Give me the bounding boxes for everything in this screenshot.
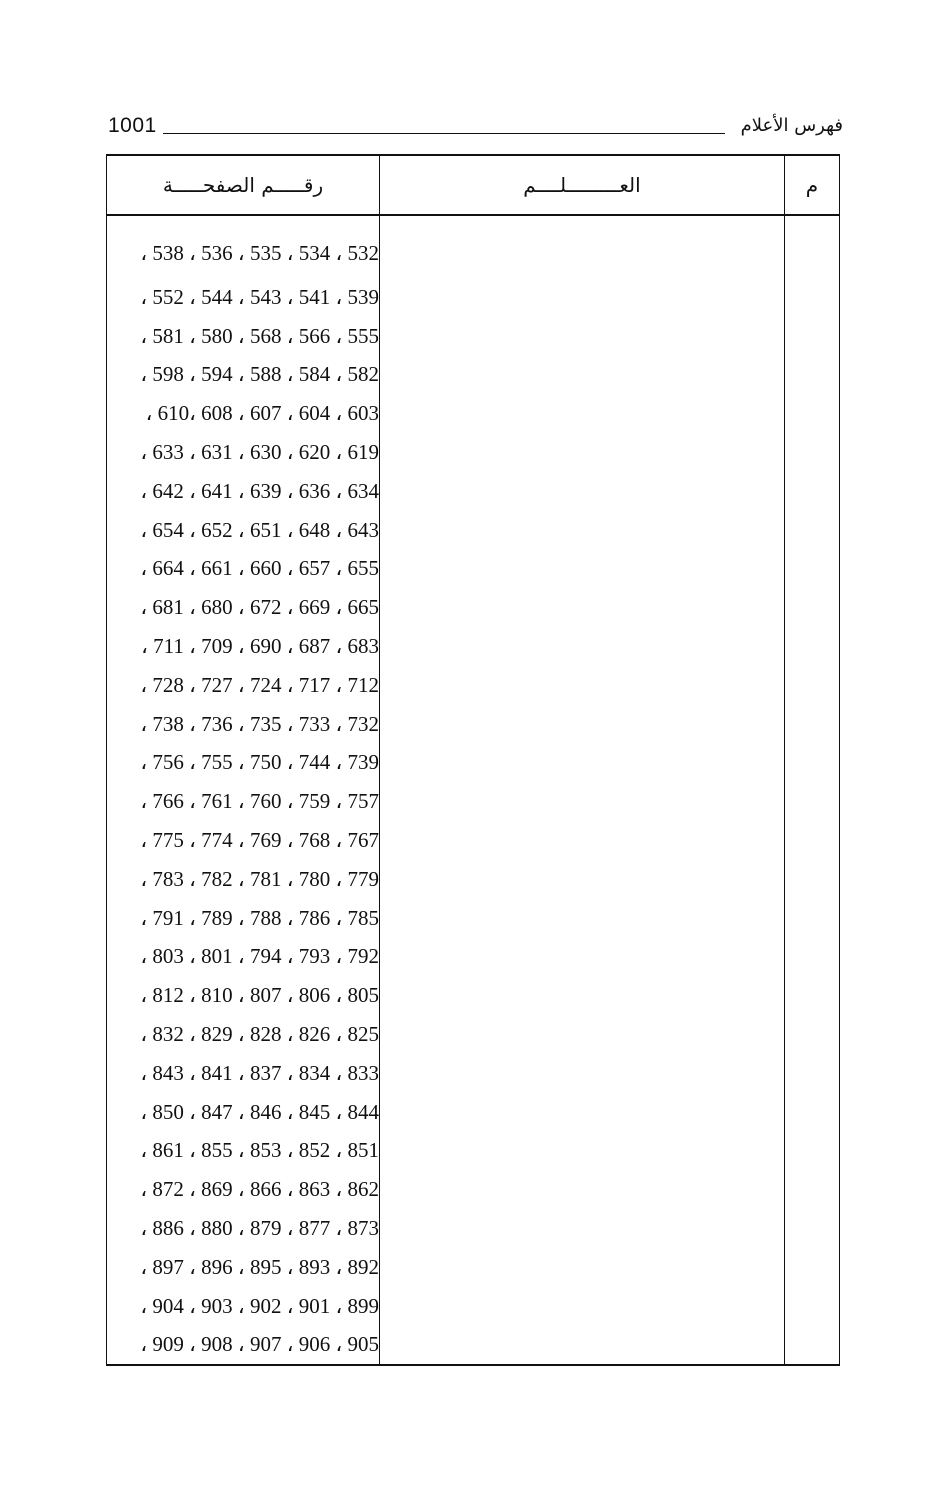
index-cell [785, 1326, 840, 1366]
page-numbers-cell: 779 ، 780 ، 781 ، 782 ، 783 ، [107, 860, 380, 899]
name-cell [380, 1093, 785, 1132]
table-row [107, 1248, 840, 1287]
table-row [107, 1326, 840, 1366]
page-numbers-cell: 539 ، 541 ، 543 ، 544 ، 552 ، [107, 278, 380, 317]
table-row [107, 938, 840, 977]
page-numbers-cell: 582 ، 584 ، 588 ، 594 ، 598 ، [107, 356, 380, 395]
table-row [107, 317, 840, 356]
table-row [107, 744, 840, 783]
page-numbers-cell: 825 ، 826 ، 828 ، 829 ، 832 ، [107, 1015, 380, 1054]
index-cell [785, 1015, 840, 1054]
name-cell [380, 627, 785, 666]
index-cell [785, 744, 840, 783]
index-cell [785, 1132, 840, 1171]
table-row [107, 215, 840, 278]
name-cell [380, 1248, 785, 1287]
table-row [107, 356, 840, 395]
index-cell [785, 511, 840, 550]
table-body [107, 215, 840, 1365]
table-row [107, 976, 840, 1015]
table-row [107, 433, 840, 472]
page-numbers-cell: 665 ، 669 ، 672 ، 680 ، 681 ، [107, 588, 380, 627]
index-cell [785, 1093, 840, 1132]
table-row [107, 550, 840, 589]
name-cell [380, 1326, 785, 1366]
name-cell [380, 1054, 785, 1093]
header-rule [163, 133, 725, 134]
page-numbers-cell: 683 ، 687 ، 690 ، 709 ، 711 ، [107, 627, 380, 666]
table-row [107, 782, 840, 821]
name-cell [380, 472, 785, 511]
table-row [107, 511, 840, 550]
page-numbers-cell: 732 ، 733 ، 735 ، 736 ، 738 ، [107, 705, 380, 744]
table-row [107, 1209, 840, 1248]
name-cell [380, 1132, 785, 1171]
table-row [107, 278, 840, 317]
table-row [107, 472, 840, 511]
table-row [107, 821, 840, 860]
page-numbers-cell: 892 ، 893 ، 895 ، 896 ، 897 ، [107, 1248, 380, 1287]
page-numbers-cell: 899 ، 901 ، 902 ، 903 ، 904 ، [107, 1287, 380, 1326]
index-cell [785, 317, 840, 356]
page-numbers-cell: 712 ، 717 ، 724 ، 727 ، 728 ، [107, 666, 380, 705]
name-cell [380, 938, 785, 977]
table-row [107, 1287, 840, 1326]
index-cell [785, 666, 840, 705]
index-cell [785, 1170, 840, 1209]
name-cell [380, 1287, 785, 1326]
index-cell [785, 627, 840, 666]
table-row [107, 666, 840, 705]
index-cell [785, 588, 840, 627]
name-cell [380, 1015, 785, 1054]
index-cell [785, 821, 840, 860]
page-numbers-cell: 634 ، 636 ، 639 ، 641 ، 642 ، [107, 472, 380, 511]
page-number: 1001 [108, 114, 157, 137]
table-row [107, 394, 840, 433]
index-cell [785, 1209, 840, 1248]
table-row [107, 627, 840, 666]
page-numbers-cell: 619 ، 620 ، 630 ، 631 ، 633 ، [107, 433, 380, 472]
running-title: فهرس الأعلام [740, 115, 843, 136]
table-row [107, 860, 840, 899]
page-numbers-cell: 833 ، 834 ، 837 ، 841 ، 843 ، [107, 1054, 380, 1093]
page-numbers-cell: 862 ، 863 ، 866 ، 869 ، 872 ، [107, 1170, 380, 1209]
page-numbers-cell: 757 ، 759 ، 760 ، 761 ، 766 ، [107, 782, 380, 821]
name-cell [380, 744, 785, 783]
page-numbers-cell: 844 ، 845 ، 846 ، 847 ، 850 ، [107, 1093, 380, 1132]
index-cell [785, 976, 840, 1015]
name-cell [380, 215, 785, 278]
page-numbers-cell: 785 ، 786 ، 788 ، 789 ، 791 ، [107, 899, 380, 938]
table-row [107, 1170, 840, 1209]
column-header-pages: رقـــــم الصفحـــــة [107, 155, 380, 215]
index-cell [785, 860, 840, 899]
table-header-row [107, 155, 840, 215]
table-row [107, 1093, 840, 1132]
index-cell [785, 1248, 840, 1287]
column-header-name: العـــــــــلــــم [380, 155, 785, 215]
name-cell [380, 511, 785, 550]
table-row [107, 1054, 840, 1093]
name-cell [380, 588, 785, 627]
index-cell [785, 1054, 840, 1093]
name-cell [380, 356, 785, 395]
running-head [108, 112, 843, 142]
table-row [107, 588, 840, 627]
page-numbers-cell: 805 ، 806 ، 807 ، 810 ، 812 ، [107, 976, 380, 1015]
index-cell [785, 550, 840, 589]
page-numbers-cell: 739 ، 744 ، 750 ، 755 ، 756 ، [107, 744, 380, 783]
index-cell [785, 215, 840, 278]
page-numbers-cell: 767 ، 768 ، 769 ، 774 ، 775 ، [107, 821, 380, 860]
table-row [107, 899, 840, 938]
page-numbers-cell: 643 ، 648 ، 651 ، 652 ، 654 ، [107, 511, 380, 550]
name-cell [380, 1209, 785, 1248]
index-table [106, 154, 840, 1366]
name-cell [380, 433, 785, 472]
index-cell [785, 782, 840, 821]
page-numbers-cell: 792 ، 793 ، 794 ، 801 ، 803 ، [107, 938, 380, 977]
name-cell [380, 821, 785, 860]
name-cell [380, 394, 785, 433]
table-row [107, 705, 840, 744]
name-cell [380, 278, 785, 317]
index-cell [785, 433, 840, 472]
page-numbers-cell: 905 ، 906 ، 907 ، 908 ، 909 ، [107, 1326, 380, 1366]
index-cell [785, 705, 840, 744]
name-cell [380, 550, 785, 589]
page-numbers-cell: 603 ، 604 ، 607 ، 608 ،610 ، [107, 394, 380, 433]
name-cell [380, 860, 785, 899]
page-numbers-cell: 851 ، 852 ، 853 ، 855 ، 861 ، [107, 1132, 380, 1171]
page-numbers-cell: 532 ، 534 ، 535 ، 536 ، 538 ، [107, 215, 380, 278]
name-cell [380, 782, 785, 821]
name-cell [380, 705, 785, 744]
table-row [107, 1015, 840, 1054]
table-row [107, 1132, 840, 1171]
name-cell [380, 666, 785, 705]
index-cell [785, 899, 840, 938]
name-cell [380, 976, 785, 1015]
index-cell [785, 356, 840, 395]
page-numbers-cell: 655 ، 657 ، 660 ، 661 ، 664 ، [107, 550, 380, 589]
name-cell [380, 899, 785, 938]
column-header-index: م [785, 155, 840, 215]
index-cell [785, 472, 840, 511]
index-cell [785, 394, 840, 433]
index-cell [785, 938, 840, 977]
page-numbers-cell: 873 ، 877 ، 879 ، 880 ، 886 ، [107, 1209, 380, 1248]
name-cell [380, 1170, 785, 1209]
index-cell [785, 1287, 840, 1326]
name-cell [380, 317, 785, 356]
index-cell [785, 278, 840, 317]
page-numbers-cell: 555 ، 566 ، 568 ، 580 ، 581 ، [107, 317, 380, 356]
